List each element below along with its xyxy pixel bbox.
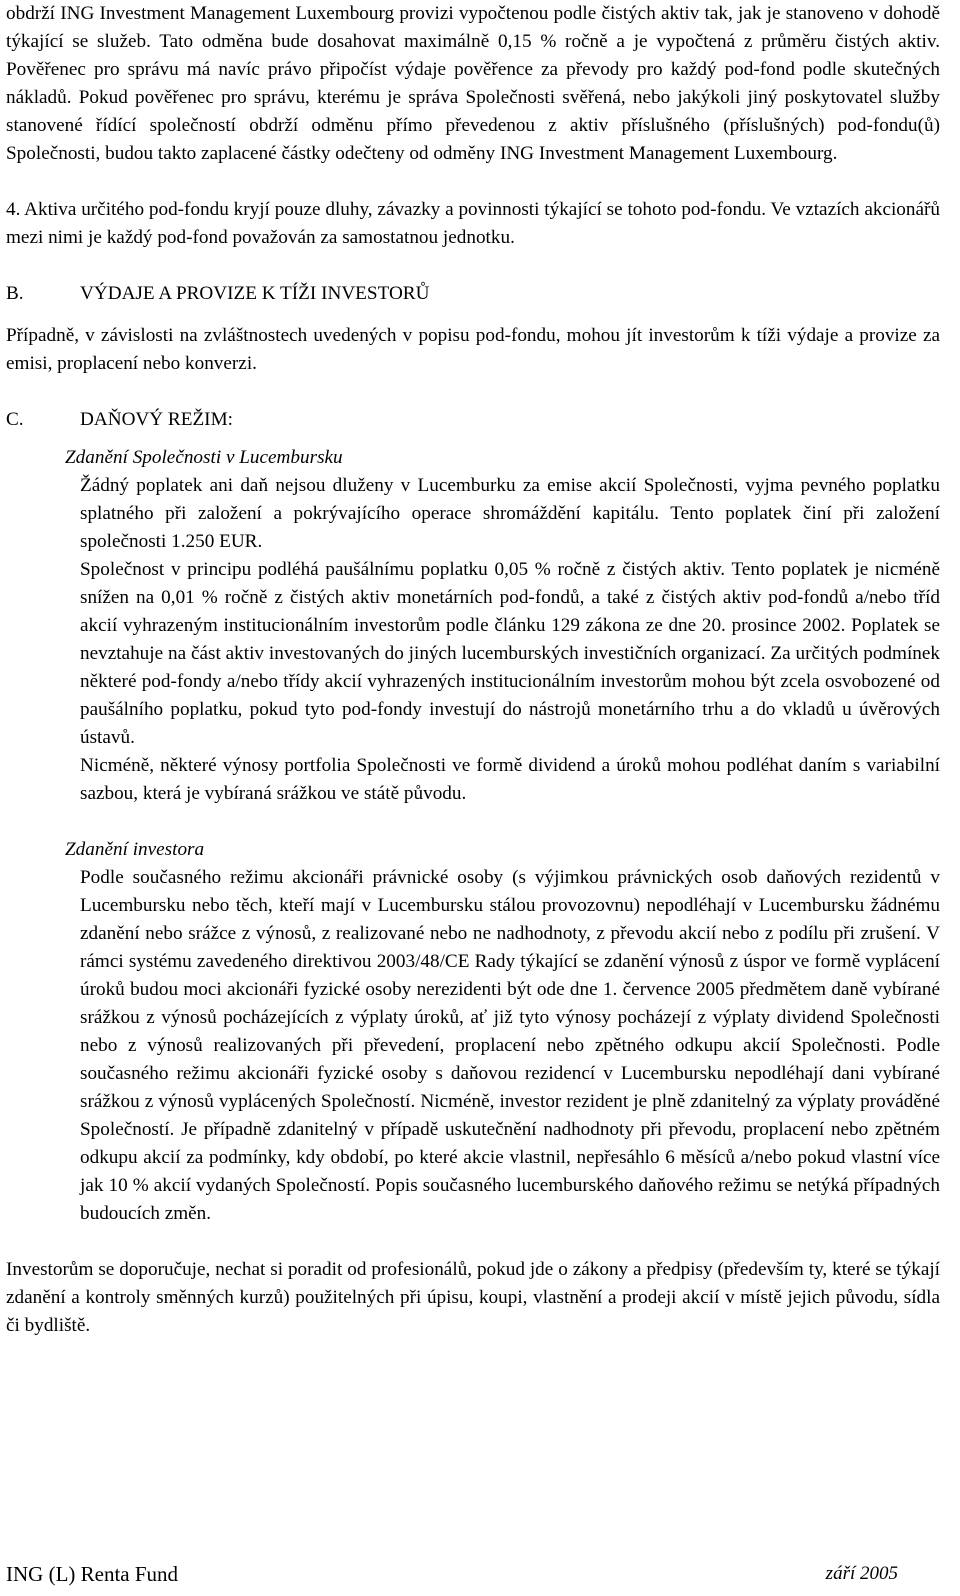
section-c-letter: C. — [6, 409, 24, 430]
section-c-heading — [6, 406, 940, 434]
spacer — [6, 434, 940, 444]
spacer — [6, 308, 940, 322]
investor-tax-title: Zdanění investora — [65, 839, 205, 860]
spacer — [6, 1228, 940, 1256]
section-b-letter: B. — [6, 283, 24, 304]
point-4-paragraph: 4. Aktiva určitého pod-fondu kryjí pouze dluhy, závazky a povinnosti týkající se tohoto pod-fondu. Ve vztazích akcionářů mezi nimi je každý pod-fond považován za samostatnou jednotku. — [6, 199, 940, 248]
company-tax-title: Zdanění Společnosti v Lucembursku — [65, 447, 343, 468]
company-tax-paragraph-3: Nicméně, některé výnosy portfolia Společnosti ve formě dividend a úroků mohou podléhat daním s variabilní sazbou, která je vybíraná srážkou ve státě původu. — [80, 755, 940, 804]
intro-paragraph: obdrží ING Investment Management Luxembourg provizi vypočtenou podle čistých aktiv tak, jak je stanoveno v dohodě týkající se služeb. Tato odměna bude dosahovat maximálně 0,15 % ročně a je vypočtená z průměru čistých aktiv. Pověřenec pro správu má navíc právo připočíst výdaje pověřence za převody pro každý pod-fond podle skutečných nákladů. Pokud pověřenec pro správu, kterému je správa Společnosti svěřená, nebo jakýkoli jiný poskytovatel služby stanovené řídící společností obdrží odměnu přímo převedenou z aktiv příslušného (příslušných) pod-fondu(ů) Společnosti, budou takto zaplacené částky odečteny od odměny ING Investment Management Luxembourg. — [6, 3, 940, 164]
section-c-title: DAŇOVÝ REŽIM: — [80, 409, 233, 430]
spacer — [6, 378, 940, 406]
spacer — [6, 168, 940, 196]
section-b-title: VÝDAJE A PROVIZE K TÍŽI INVESTORŮ — [80, 283, 430, 304]
section-b-heading — [6, 280, 940, 308]
spacer — [6, 808, 940, 836]
company-tax-paragraph-2: Společnost v principu podléhá paušálnímu poplatku 0,05 % ročně z čistých aktiv. Tento poplatek je nicméně snížen na 0,01 % ročně z čistých aktiv monetárních pod-fondů, a také z čistých aktiv pod-fondů a/nebo tříd akcií vyhrazeným institucionálním investorům podle článku 129 zákona ze dne 20. prosince 2002. Poplatek se nevztahuje na část aktiv investovaných do jiných lucemburských investičních organizací. Za určitých podmínek některé pod-fondy a/nebo třídy akcií vyhrazených institucionálním investorům mohou být zcela osvobozené od paušálního poplatku, pokud tyto pod-fondy investují do nástrojů monetárního trhu a do vkladů u úvěrových ústavů. — [80, 559, 940, 748]
investor-tax-paragraph: Podle současného režimu akcionáři právnické osoby (s výjimkou právnických osob daňových rezidentů v Lucembursku nebo těch, kteří mají v Lucembursku stálou provozovnu) nepodléhají v Lucembursku žádnému zdanění nebo srážce z výnosů, z realizované nebo ne nadhodnoty, z převodu akcií nebo z podílu při zrušení. V rámci systému zavedeného direktivou 2003/48/CE Rady týkající se zdanění výnosů z úspor ve formě vyplácení úroků budou moci akcionáři fyzické osoby nerezidenti být ode dne 1. července 2005 předmětem daně vybírané srážkou z výnosů pocházejících z výplaty úroků, ať již tyto výnosy pocházejí z výplaty dividend Společnosti nebo z výnosů realizovaných při převedení, proplacení nebo zpětného odkupu akcií Společnosti. Podle současného režimu akcionáři fyzické osoby s daňovou rezidencí v Lucembursku nepodléhají dani vybírané srážkou z výnosů vyplácených Společností. Nicméně, investor rezident je plně zdanitelný za výplaty prováděné Společností. Je případně zdanitelný v případě uskutečnění nadhodnoty při převodu, proplacení nebo zpětném odkupu akcií za podmínky, kdy období, po které akcie vlastnil, nepřesáhlo 6 měsíců a/nebo pokud vlastní více jak 10 % akcií vydaných Společností. Popis současného lucemburského daňového režimu se netýká případných budoucích změn. — [80, 867, 940, 1224]
company-tax-paragraph-1: Žádný poplatek ani daň nejsou dluženy v Lucemburku za emise akcií Společnosti, vyjma pevného poplatku splatného při založení a pokrývajícího operace shromáždění kapitálu. Tento poplatek činí při založení společnosti 1.250 EUR. — [80, 475, 940, 552]
footer-date: září 2005 — [825, 1563, 898, 1584]
closing-paragraph: Investorům se doporučuje, nechat si poradit od profesionálů, pokud jde o zákony a předpisy (především ty, které se týkají zdanění a kontroly směnných kurzů) použitelných při úpisu, koupi, vlastnění a prodeji akcií v místě jejich původu, sídla či bydliště. — [6, 1259, 940, 1336]
spacer — [6, 252, 940, 280]
section-b-text: Případně, v závislosti na zvláštnostech uvedených v popisu pod-fondu, mohou jít investorům k tíži výdaje a provize za emisi, proplacení nebo konverzi. — [6, 325, 940, 374]
footer-fund-name: ING (L) Renta Fund — [6, 1562, 179, 1586]
document-page — [6, 0, 940, 1340]
page-footer — [6, 1560, 898, 1588]
